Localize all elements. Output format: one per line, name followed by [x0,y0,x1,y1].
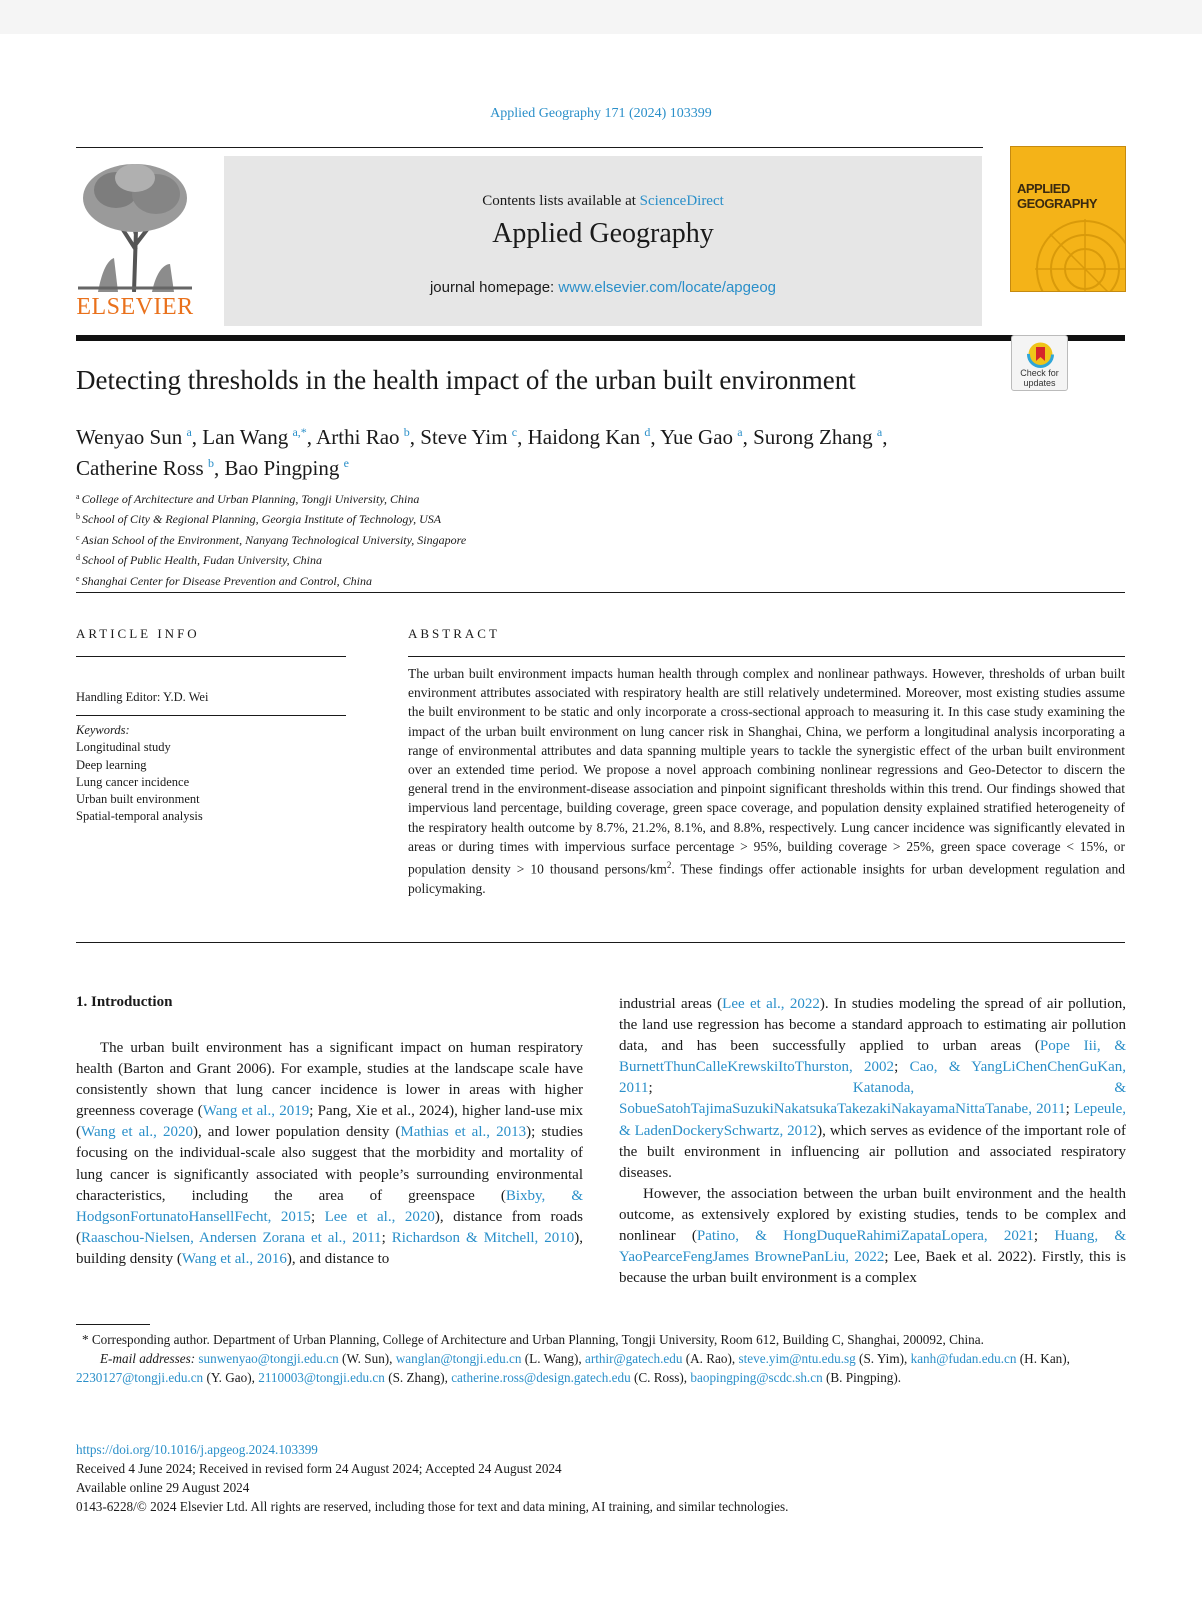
citation-link[interactable]: Bixby, & HodgsonFortunatoHansellFecht, 2015 [76,1187,583,1225]
keyword-item: Urban built environment [76,792,200,807]
body-text: ; [381,1229,392,1246]
article-title: Detecting thresholds in the health impact of the urban built environment [76,365,856,395]
affiliation-text: College of Architecture and Urban Planning, Tongji University, China [81,492,420,506]
author-list: Wenyao Sun $^a$, Lan Wang $^{a,*}$, Arthi Rao $^b$, Steve Yim $^c$, Haidong Kan $^d$, Yue Gao $^a$, Surong Zhang $^a$, Catherine Ross $^b$, Bao Pingping $^e$ [76,425,888,480]
check-updates-label: Check for updates [1020,368,1059,388]
body-text: ), building density ( [76,1229,584,1267]
intro-left-column [76,1038,583,1270]
citation-link[interactable]: Raaschou-Nielsen, Andersen Zorana et al., 2011 [81,1229,382,1246]
email-link[interactable]: arthir@gatech.edu [584,1351,683,1366]
author[interactable] [753,425,882,449]
handling-editor: Handling Editor: Y.D. Wei [76,690,209,704]
intro-paragraph-1 [76,1038,583,1270]
author-affiliation-marker[interactable]: b [403,425,410,439]
keyword-item: Longitudinal study [76,740,171,755]
cover-compass-graphic [1025,209,1126,292]
abstract-text: The urban built environment impacts human health through complex and nonlinear pathways. However, thresholds of urban built environment attributes associated with respiratory health are still relatively undetermined. Moreover, most existing studies assume the built environment to be static and only incorporate a cross-sectional approach to measuring it. In this case study examining the impact of the urban built environment on lung cancer risk in Shanghai, China, we perform a longitudinal analysis incorporating a range of environmental attributes and data spanning multiple years to tackle the synergistic effect of the urban built environment over an extended time period. We propose a novel approach combining nonlinear regressions and Geo-Detector to discern the general trend in the environment-disease association and pinpoint significant thresholds within this trend. Our findings showed that impervious land percentage, building coverage, green space coverage, and population density explained stratified heterogeneity of the respiratory health outcome by 8.7%, 21.2%, 8.1%, and 8.8%, respectively. Lung cancer incidence was significantly elevated in areas or during times with impervious surface percentage > 95%, building coverage > 25%, green space coverage < 15%, or population density > 10 thousand persons/$km^2$. These findings offer actionable insights for urban development regulation and policymaking. [408,666,1125,896]
footnote-rule [76,1324,150,1325]
citation-link[interactable]: Lepeule, & LadenDockerySchwartz, 2012 [619,1101,1126,1139]
affiliation-item [76,529,776,549]
email-owner: (L. Wang), [521,1351,585,1366]
body-text: ; [648,1080,853,1097]
affiliation-text: Asian School of the Environment, Nanyang Technological University, Singapore [81,532,467,547]
sciencedirect-link[interactable]: ScienceDirect [639,193,724,209]
body-text: ). In studies modeling the spread of air pollution, the land use regression has become a standard approach to estimating air pollution data, and has been successfully applied to urban areas ( [619,996,1126,1055]
email-link[interactable]: catherine.ross@design.gatech.edu [451,1370,631,1385]
intro-right-column [619,994,1126,1289]
introduction-heading: 1. Introduction [76,994,173,1010]
body-text: ), and distance to [286,1250,390,1267]
email-owner: (B. Pingping). [822,1370,902,1385]
affiliation-item [76,549,776,569]
doi-link[interactable]: https://doi.org/10.1016/j.apgeog.2024.103399 [76,1442,318,1457]
keywords-list [76,739,346,825]
body-text: ; [310,1208,325,1225]
corresponding-author-note: * Corresponding author. Department of Urban Planning, College of Architecture and Urban Planning, Tongji University, Room 612, Building C, Shanghai, 200092, China. [82,1332,984,1347]
author-name[interactable]: Steve Yim [420,425,508,449]
author-name[interactable]: Surong Zhang [753,425,873,449]
affiliation-marker: b [76,512,80,522]
title-block-rule [76,592,1125,593]
header-top-rule [76,147,983,148]
journal-header-band [224,156,982,326]
affiliations-list [76,488,776,590]
email-owner: (S. Yim), [855,1351,911,1366]
author[interactable] [224,456,348,480]
elsevier-tree-icon [78,160,192,292]
body-text: ; Pang, Xie et al., 2024), higher land-use mix ( [76,1103,584,1141]
abstract-superscript: 2 [666,860,672,871]
citation-link[interactable]: Mathias et al., 2013 [400,1124,527,1141]
journal-cover-thumbnail[interactable] [1010,146,1126,292]
email-link[interactable]: sunwenyao@tongji.edu.cn [198,1351,339,1366]
email-link[interactable]: wanglan@tongji.edu.cn [395,1351,522,1366]
author-name[interactable]: Catherine Ross [76,456,204,480]
author[interactable] [202,425,307,449]
affiliation-marker: e [76,573,80,583]
citation-link[interactable]: Wang et al., 2019 [202,1103,310,1120]
body-text: ; [894,1059,910,1076]
viewer-top-bar [0,0,1202,34]
body-text: However, the association between the urban built environment and the health outcome, as extensively explored by existing studies, tends to be complex and nonlinear ( [619,1185,1126,1245]
email-owner: (S. Zhang), [384,1370,452,1385]
footnotes [76,1330,1126,1387]
affiliation-marker: c [76,532,80,542]
email-owner: (W. Sun), [338,1351,396,1366]
body-text: ), and lower population density ( [192,1124,401,1141]
affiliation-item [76,508,776,528]
contents-available-line: Contents lists available at ScienceDirect [482,193,724,209]
author[interactable] [76,425,192,449]
abstract-rule [408,656,1125,657]
body-text: ), which serves as evidence of the important role of the built environment in influencing air pollution and associated respiratory diseases. [619,1122,1126,1181]
email-label: E-mail addresses: [100,1351,196,1366]
author-affiliation-marker[interactable]: a [737,425,743,439]
article-info-panel [76,689,346,825]
affiliation-item [76,488,776,508]
journal-reference-link[interactable]: Applied Geography 171 (2024) 103399 [490,106,712,121]
affiliation-marker: a [76,492,80,501]
cover-title: APPLIED GEOGRAPHY [1017,181,1098,211]
author-name[interactable]: Yue Gao [660,425,734,449]
email-addresses [76,1349,1126,1387]
author[interactable] [420,425,517,449]
intro-paragraph-2 [619,1184,1126,1289]
keyword-item: Spatial-temporal analysis [76,809,203,824]
body-text: ; [1033,1228,1055,1245]
journal-homepage-line: journal homepage: www.elsevier.com/locate/apgeog [429,279,777,296]
email-owner: (Y. Gao), [203,1370,259,1385]
email-owner: (C. Ross), [630,1370,691,1385]
header-thick-rule [76,335,1125,341]
citation-link[interactable]: Katanoda, & SobueSatohTajimaSuzukiNakatsukaTakezakiNakayamaNittaTanabe, 2011 [619,1080,1127,1118]
abstract-bottom-rule [76,942,1125,943]
email-link[interactable]: 2230127@tongji.edu.cn [76,1370,204,1385]
author-affiliation-marker[interactable]: e [343,456,349,470]
email-link[interactable]: kanh@fudan.edu.cn [910,1351,1017,1366]
affiliation-marker: d [76,553,80,563]
keyword-item: Lung cancer incidence [76,774,190,789]
body-text: The urban built environment has a significant impact on human respiratory health (Barton and Grant 2006). For example, studies at the landscape scale have consistently shown that lung cancer incidence is lower in areas with higher greenness coverage ( [76,1040,583,1120]
check-updates-icon [1027,341,1054,368]
email-link[interactable]: 2110003@tongji.edu.cn [258,1370,385,1385]
keyword-item: Deep learning [76,757,147,772]
article-info-heading: ARTICLE INFO [76,626,200,641]
citation-link[interactable]: Cao, & YangLiChenChenGuKan, 2011 [619,1059,1126,1097]
email-owner: (H. Kan), [1016,1351,1070,1366]
check-for-updates-button[interactable] [1011,335,1068,391]
article-info-rule [76,656,346,657]
author-name[interactable]: Haidong Kan [527,425,641,449]
affiliation-item [76,570,776,590]
intro-paragraph-1-continued [619,994,1126,1184]
affiliation-text: School of City & Regional Planning, Georgia Institute of Technology, USA [82,512,442,527]
publication-info [76,1440,1126,1516]
email-owner: (A. Rao), [682,1351,739,1366]
body-text: industrial areas ( [619,996,723,1012]
author-affiliation-marker[interactable]: b [207,456,214,470]
citation-link[interactable]: Huang, & YaoPearceFengJames BrownePanLiu, 2022 [619,1228,1126,1266]
affiliation-text: School of Public Health, Fudan University, China [82,553,322,568]
citation-link[interactable]: Patino, & HongDuqueRahimiZapataLopera, 2021 [696,1228,1034,1245]
citation-link[interactable]: Pope Iii, & BurnettThunCalleKrewskiItoThurston, 2002 [619,1038,1126,1076]
author-affiliation-marker[interactable]: a [876,425,883,439]
author-affiliation-marker[interactable]: a [186,425,192,439]
author-affiliation-marker[interactable]: c [511,425,518,439]
author[interactable] [316,425,410,449]
email-link[interactable]: steve.yim@ntu.edu.sg [738,1351,856,1366]
journal-name: Applied Geography [492,218,714,249]
author[interactable] [660,425,742,449]
citation-link[interactable]: Wang et al., 2016 [181,1250,287,1267]
article-page [0,34,1202,1602]
citation-link[interactable]: Wang et al., 2020 [81,1124,193,1141]
copyright-notice: 0143-6228/© 2024 Elsevier Ltd. All rights are reserved, including those for text and data mining, AI training, and similar technologies. [76,1499,789,1514]
elsevier-logo [76,156,194,326]
body-text: ; Lee, Baek et al. 2022). Firstly, this is because the urban built environment is a complex [619,1249,1127,1287]
citation-link[interactable]: Richardson & Mitchell, 2010 [391,1229,575,1246]
keywords-label: Keywords: [76,723,130,738]
body-text: ); studies focusing on the individual-scale also suggest that the morbidity and mortality of lung cancer is significantly associated with people’s surrounding environmental characteristics, including the area of greenspace ( [76,1124,583,1204]
author-affiliation-marker[interactable]: a,* [292,425,307,439]
body-text: ; [1065,1101,1074,1118]
author[interactable] [76,456,214,480]
author-name[interactable]: Wenyao Sun [76,425,183,449]
citation-link[interactable]: Lee et al., 2020 [324,1208,435,1225]
journal-homepage-link[interactable]: www.elsevier.com/locate/apgeog [558,279,777,296]
citation-link[interactable]: Lee et al., 2022 [722,996,820,1012]
author-name[interactable]: Lan Wang [202,425,289,449]
keywords-rule [76,715,346,716]
affiliation-text: Shanghai Center for Disease Prevention and Control, China [81,573,372,588]
author-name[interactable]: Bao Pingping [224,456,340,480]
body-text: ), distance from roads ( [76,1208,583,1246]
author-name[interactable]: Arthi Rao [316,425,400,449]
email-link[interactable]: baopingping@scdc.sh.cn [690,1370,823,1385]
elsevier-wordmark: ELSEVIER [76,294,194,320]
abstract-heading: ABSTRACT [408,626,500,641]
received-dates: Received 4 June 2024; Received in revised form 24 August 2024; Accepted 24 August 2024 [76,1461,562,1476]
author[interactable] [528,425,651,449]
available-online-date: Available online 29 August 2024 [76,1480,250,1495]
author-affiliation-marker[interactable]: d [644,425,651,439]
